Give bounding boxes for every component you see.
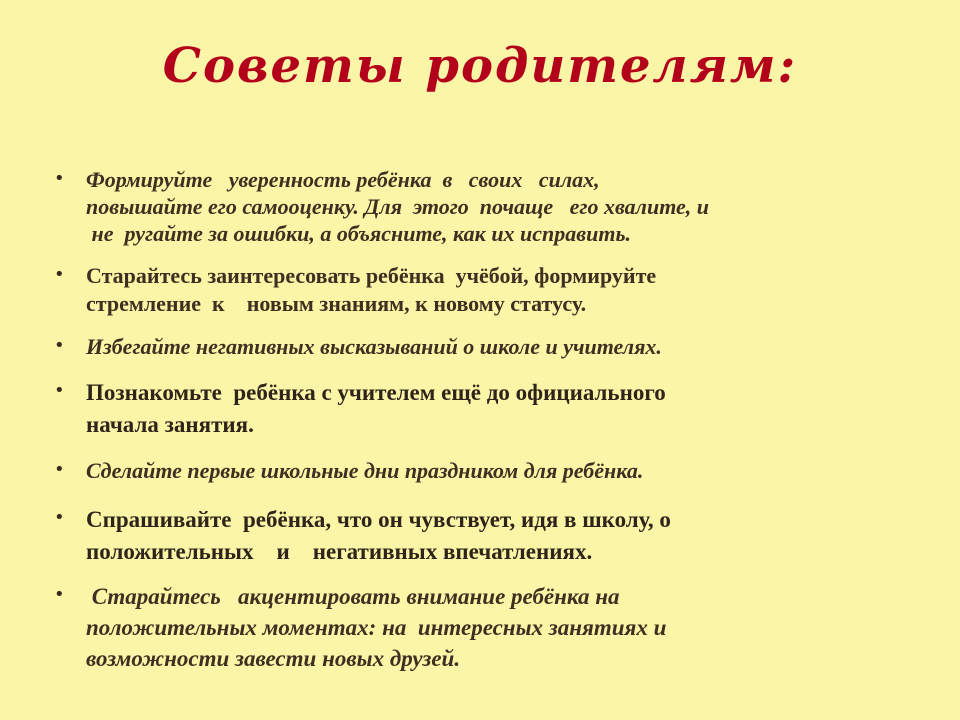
advice-text-5 [86,457,886,485]
advice-text-6 [86,504,886,568]
text-line: Спрашивайте ребёнка, что он чувствует, идя в школу, о [86,507,671,532]
text-line: положительных и негативных впечатлениях. [86,539,593,564]
bullet-icon: • [54,507,65,528]
text-line: Формируйте уверенность ребёнка в своих силах, [86,167,600,192]
text-line: Старайтесь заинтересовать ребёнка учёбой, формируйте [86,263,657,288]
bullet-icon: • [54,459,65,480]
text-line: положительных моментах: на интересных занятиях и [86,615,667,640]
bullet-icon: • [54,264,65,285]
text-line: возможности завести новых друзей. [86,646,461,671]
text-line: стремление к новым знаниям, к новому статусу. [86,291,587,316]
text-line: повышайте его самооценку. Для этого почаще его хвалите, и [86,194,710,219]
bullet-icon: • [54,168,65,189]
text-line: Старайтесь акцентировать внимание ребёнка на [86,584,620,609]
text-line: начала занятия. [86,412,254,437]
bullet-icon: • [54,584,65,605]
advice-text-2 [86,262,886,318]
bullet-icon: • [54,335,65,356]
advice-text-4 [86,377,886,441]
bullet-icon: • [54,380,65,401]
text-line: Сделайте первые школьные дни праздником для ребёнка. [86,458,644,483]
advice-text-1 [86,166,886,247]
text-line: не ругайте за ошибки, а объясните, как их исправить. [86,221,632,246]
slide-title: Советы родителям: [162,38,798,94]
advice-text-7 [86,581,886,674]
advice-text-3 [86,333,886,361]
text-line: Избегайте негативных высказываний о школе и учителях. [86,334,662,359]
text-line: Познакомьте ребёнка с учителем ещё до официального [86,380,666,405]
